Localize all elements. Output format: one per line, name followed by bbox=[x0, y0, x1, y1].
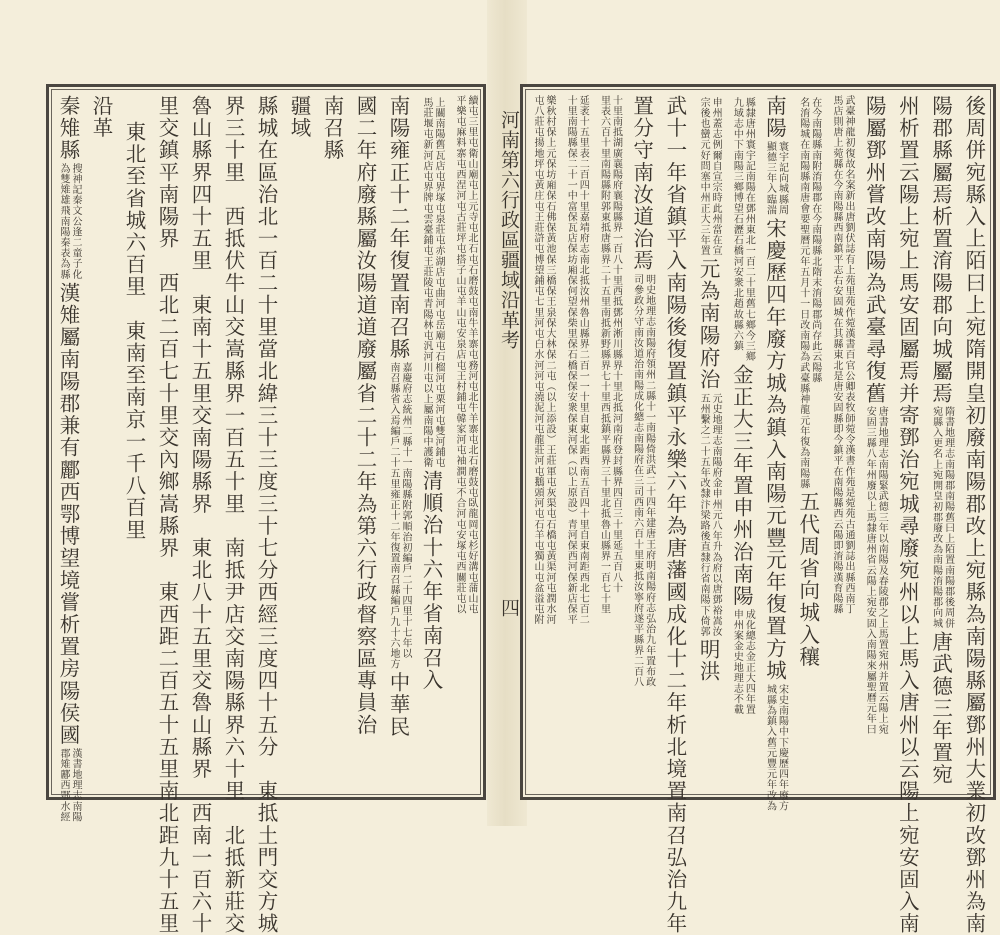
text-column bbox=[121, 95, 147, 791]
annotation-line: 南召縣省入焉編戶二十五里雍正十二年復置南召縣編戶九十六地方 bbox=[388, 362, 399, 670]
text-column bbox=[154, 95, 180, 935]
text-column bbox=[418, 95, 444, 791]
annotation-line: 屯八莊屯揚地坪屯黃庄屯王莊滸屯博望鋪屯七里河屯白水河河屯澆泥河屯龍莊河屯鵝頭河屯石羊屯獨山屯盆溢屯附 bbox=[532, 95, 543, 625]
annotation-note bbox=[930, 406, 954, 629]
annotation-line: 十里南陽縣保二十一中富保瓦店保坊廂保何望保柴里保石橋保保安衆保東河保（以上原設）青河保西河保新店保平 bbox=[565, 95, 577, 625]
main-text: 置分守南汝道治焉 bbox=[629, 95, 654, 272]
page-number: 四 bbox=[498, 598, 520, 617]
main-text: 州析置云陽上宛上馬安固屬焉并寄鄧治宛城尋廢宛州以上馬入唐州以云陽上宛安固入南 bbox=[895, 95, 920, 935]
annotation-line: 名淯陽城在南陽縣南唐會要聖曆元年五月十一日改南陽為武臺縣神龍元年復為南陽縣 bbox=[797, 97, 809, 490]
annotation-line: 宋史南陽中下慶歷四年廢方 bbox=[776, 683, 788, 811]
text-column bbox=[451, 95, 477, 791]
annotation-line: 安固三縣八年州廢以上馬隸唐州省云陽上宛安固入南陽來屬聖曆元年曰 bbox=[864, 406, 876, 736]
main-text: 界三十里 西抵伏牛山交嵩縣界一百五十里 南抵尹店交南陽縣界六十里 北抵新莊交 bbox=[221, 95, 245, 935]
annotation-line: 嘉慶府志統州二縣十一南陽縣附郭順治初編戶二十四里十七年以 bbox=[400, 362, 411, 660]
text-column bbox=[728, 95, 754, 791]
text-column bbox=[894, 95, 920, 935]
main-text: 漢雉屬南陽郡兼有酈西鄂博望境嘗析置房陽侯國 bbox=[56, 281, 80, 747]
text-column bbox=[562, 95, 588, 791]
annotation-note bbox=[453, 95, 477, 614]
text-column bbox=[385, 95, 411, 791]
annotation-line: 上關南陽舊瓦店屯界塚屯泉莊屯赤湖店屯曲河屯岳廟屯石榴河屯栗河屯雙河鋪屯 bbox=[433, 97, 444, 468]
main-text: 後周併宛縣入上陌曰上宛隋開皇初廢南陽郡改上宛縣為南陽縣屬鄧州大業初改鄧州為南 bbox=[961, 95, 986, 935]
text-column bbox=[795, 95, 821, 791]
main-text: 秦雉縣 bbox=[56, 95, 80, 162]
main-text: 國二年府廢縣屬汝陽道道廢屬省二十二年為第六行政督察區專員治 bbox=[353, 95, 377, 736]
annotation-note bbox=[597, 95, 621, 614]
text-column bbox=[352, 95, 378, 791]
annotation-note bbox=[797, 97, 821, 489]
annotation-line: 延袤十五里表二百四十里嘉靖府志南北抵汝州魯山縣界二百一一十里自東北距西南五百四十里自東南距西北七百二 bbox=[577, 95, 589, 625]
annotation-note bbox=[764, 141, 788, 215]
main-text: 魯山縣界四十五里 東南十五里交南陽縣界 東北八十五里交魯山縣界 西南一百六十 bbox=[188, 95, 212, 935]
annotation-note bbox=[730, 97, 754, 362]
right-page-text bbox=[529, 95, 987, 935]
annotation-line: 五州繫之二十五年改隸汴梁路後直隸行省南陽下倚郭 bbox=[698, 392, 710, 637]
right-page-frame bbox=[520, 84, 996, 935]
annotation-line: 郡雉酈西鄂水經 bbox=[58, 748, 69, 823]
annotation-note bbox=[387, 362, 411, 669]
annotation-line: 馬莊堰屯新河店屯界牌屯雲臺鋪屯王莊陵屯青陽林屯汎河川屯以上屬南陽中護衛 bbox=[421, 97, 432, 468]
annotation-line: 搜神記秦文公逢二童子化 bbox=[70, 163, 81, 280]
annotation-line: 隋書地理志南陽郡南陽舊曰上陌置南陽郡後周併 bbox=[942, 406, 954, 630]
main-text: 東北至省城六百里 東南至南京一千八百里 bbox=[122, 121, 146, 541]
main-text: 南召縣 bbox=[320, 95, 344, 162]
text-column bbox=[961, 95, 987, 935]
annotation-note bbox=[420, 97, 444, 468]
main-text: 陽郡縣屬焉析置淯陽郡向城屬焉 bbox=[928, 95, 953, 405]
annotation-line: 武臺神龍初復故名案新出唐劉伏誌有上苑里苑作菀漢書百官公卿表牧師菀令漢書作苑是菀苑古通劉誌出縣西南丁 bbox=[842, 95, 854, 615]
main-text: 里交鎮平南陽界 西北二百七十里交內鄉嵩縣界 東西距二百五十五里南北距九十五里 bbox=[155, 95, 179, 935]
left-page-frame bbox=[46, 84, 486, 935]
main-text: 五代周省向城入穰 bbox=[795, 491, 820, 669]
annotation-note bbox=[863, 406, 887, 735]
main-text: 中華民 bbox=[386, 671, 410, 738]
annotation-line: 寰宇記向城縣周 bbox=[776, 141, 788, 216]
annotation-line: 明史地理志南陽府領州二縣十一南陽倚洪武二十四年建唐王府明南陽府志弘治九年置布政 bbox=[643, 273, 655, 688]
annotation-line: 顯德三年入臨湍 bbox=[764, 141, 776, 216]
annotation-note bbox=[697, 97, 721, 256]
annotation-note bbox=[531, 95, 555, 625]
text-column bbox=[595, 95, 621, 791]
text-column bbox=[55, 95, 81, 823]
annotation-line: 申州蓋志例爾自宣宗時此州當在宣 bbox=[710, 97, 722, 256]
text-column bbox=[187, 95, 213, 935]
annotation-line: 成化總志金正大四年置 bbox=[743, 609, 755, 716]
annotation-line: 縣隸唐州寰宇記南陽在鄧州東北一百二十里舊七鄉今三鄉 bbox=[743, 97, 755, 362]
annotation-line: 唐書地理志南陽緊武德三年以南陽及春陵郡之上馬置宛州并置云陽上宛 bbox=[876, 406, 888, 736]
text-column bbox=[861, 95, 887, 791]
left-page-text bbox=[55, 95, 477, 935]
annotation-note bbox=[764, 684, 788, 811]
main-text: 武十一年省鎮平入南陽後復置鎮平永樂六年為唐藩國成化十二年析北境置南召弘治九年 bbox=[662, 95, 687, 935]
annotation-line: 在今南陽縣南附淯陽郡在今南陽縣北隋末淯陽郡尚存此云陽縣 bbox=[809, 97, 821, 384]
main-text: 南陽雍正十二年復置南召縣 bbox=[386, 95, 410, 361]
annotation-line: 申州案金史地理志不載 bbox=[731, 609, 743, 716]
main-text: 清順治十六年省南召入 bbox=[419, 470, 443, 691]
annotation-note bbox=[57, 748, 81, 822]
annotation-note bbox=[57, 163, 81, 280]
annotation-line: 司參政分守南汝道治南陽成化總志南陽府在三司西南六百十里東抵汝寧府遂平縣界二百八 bbox=[631, 273, 643, 688]
main-text: 南陽 bbox=[762, 95, 787, 140]
annotation-line: 馬店則唐上菀縣在今南陽縣西南鎮平志右安固城在其縣東北是唐安固縣即今鎮平在南陽縣西云陽即淯陽漢育陽縣 bbox=[830, 95, 842, 615]
annotation-line: 十里南抵湖廣襄陽府襄陽縣界一百八十里西抵鄧州淅川縣界十里北抵河南府登封縣界四百三十里延五百八十 bbox=[610, 95, 622, 594]
text-column bbox=[695, 95, 721, 791]
annotation-line: 城縣為鎮入舊元豐元年改為 bbox=[764, 683, 776, 811]
text-column bbox=[529, 95, 555, 791]
annotation-line: 里表六百十里南陽縣附郭東抵唐縣界二十五里南抵新野縣界七十里西抵鎮平縣界三十里北抵魯山縣界一百七十里 bbox=[598, 95, 610, 615]
annotation-note bbox=[631, 274, 655, 687]
annotation-line: 宛縣入更名上宛開皇初郡廢改為南陽淯陽郡向城 bbox=[930, 406, 942, 630]
main-text: 唐武德三年置宛 bbox=[928, 631, 953, 786]
text-column bbox=[220, 95, 246, 935]
text-column bbox=[286, 95, 312, 791]
annotation-line: 續屯三里屯衛山廟屯上元寺屯北石屯石磨鼓屯南牛羊寨屯務河屯北牛羊寨屯北石磨鼓屯臥龍岡屯杉好溝屯蒲山屯 bbox=[466, 95, 477, 615]
annotation-note bbox=[730, 609, 754, 715]
annotation-note bbox=[830, 95, 854, 614]
main-text: 陽屬鄧州嘗改南陽為武臺尋復舊 bbox=[862, 95, 887, 405]
text-column bbox=[662, 95, 688, 935]
text-column bbox=[253, 95, 279, 935]
annotation-line: 漢書地理志南陽 bbox=[70, 748, 81, 823]
text-column bbox=[928, 95, 954, 791]
annotation-line: 九域志中下南陽三鄉博望石瀝石橋河安衆北趙故縣六鎮 bbox=[731, 97, 743, 352]
main-text: 元為南陽府治 bbox=[696, 258, 721, 391]
main-text: 縣城在區治北一百二十里當北緯三十三度三十七分西經三度四十五分 東抵土門交方城 bbox=[254, 95, 278, 935]
annotation-note bbox=[564, 95, 588, 625]
text-column bbox=[319, 95, 345, 791]
text-column bbox=[762, 95, 788, 811]
annotation-note bbox=[697, 393, 721, 637]
main-text: 明洪 bbox=[696, 638, 721, 683]
main-text: 宋慶歷四年廢方城為鎮入南陽元豐元年復置方城 bbox=[762, 217, 787, 682]
annotation-line: 平樂屯麻料寨屯西涅河屯古莊坪屯搭子山屯羊山屯安泉店屯王村鋪屯韓家河屯袖澗屯不合河屯安塚屯西關莊屯以 bbox=[454, 95, 465, 615]
annotation-line: 宗後也蠻元好問塞中州正大三年置 bbox=[698, 97, 710, 256]
annotation-line: 為雙雉雄飛南陽秦表為縣 bbox=[58, 163, 69, 280]
text-column bbox=[828, 95, 854, 791]
text-column bbox=[88, 95, 114, 791]
annotation-line: 元史地理志南陽府金申州元八年升為府以唐鄧裕嵩汝 bbox=[710, 392, 722, 637]
main-text: 疆域 bbox=[287, 95, 311, 140]
running-title: 河南第六行政區疆域沿革考 bbox=[498, 110, 520, 350]
annotation-line: 樂秋村保上元保坊廂保石佛保黃池保三橋保王泉保大林保二屯（以上添設）王莊軍屯灰渠屯石橋屯黃渠河屯潤水河 bbox=[544, 95, 555, 625]
main-text: 金正大三年置申州治南陽 bbox=[729, 364, 754, 608]
main-text: 沿革 bbox=[89, 95, 113, 140]
text-column bbox=[629, 95, 655, 791]
